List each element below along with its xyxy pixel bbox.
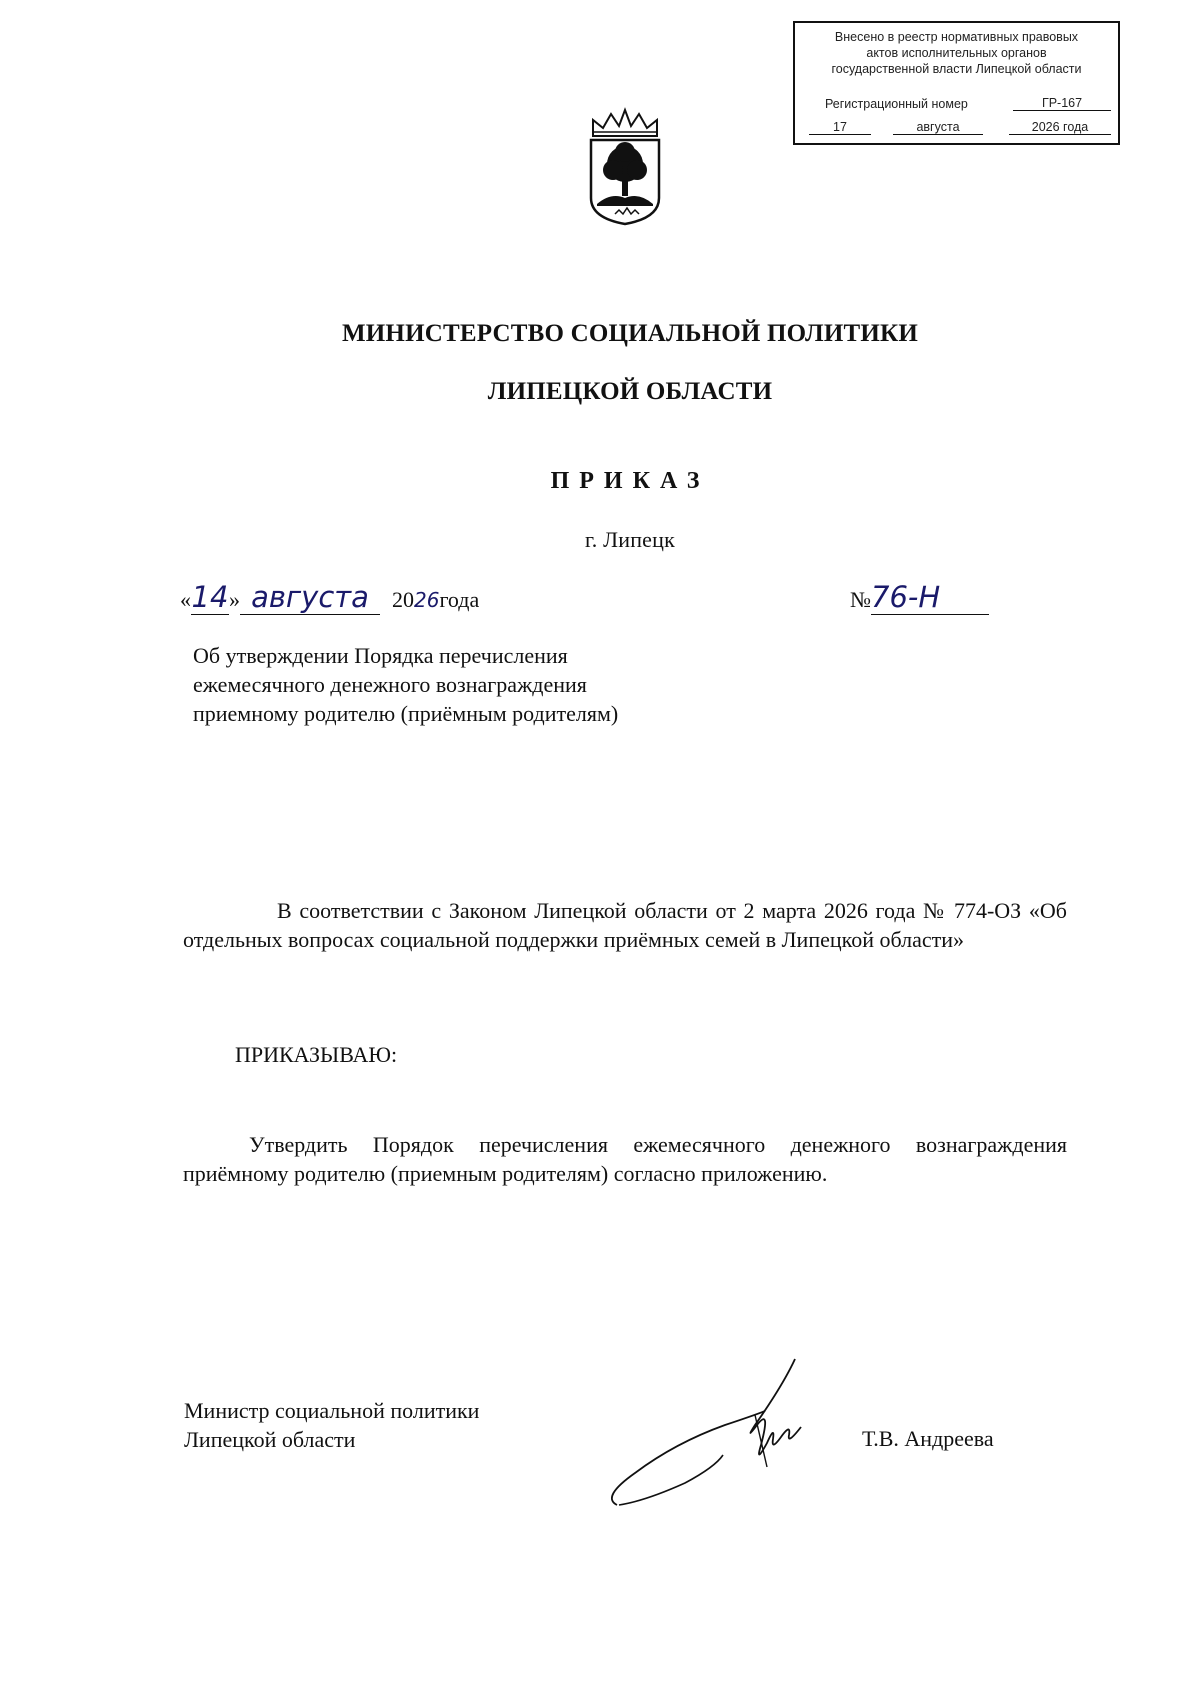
ministry-line-1: МИНИСТЕРСТВО СОЦИАЛЬНОЙ ПОЛИТИКИ xyxy=(341,320,919,347)
handwritten-signature xyxy=(605,1355,845,1515)
coat-of-arms-icon xyxy=(585,106,665,231)
registry-stamp xyxy=(793,21,1120,145)
stamp-day: 17 xyxy=(809,120,871,135)
date-year-suffix: 26 xyxy=(414,588,440,612)
command-word: ПРИКАЗЫВАЮ: xyxy=(235,1042,398,1067)
subject-line-1: Об утверждении Порядка перечисления xyxy=(193,643,568,668)
date-close-quote: » xyxy=(229,587,240,612)
number-sign: № xyxy=(850,587,871,612)
date-month: августа xyxy=(240,580,380,615)
date-year-prefix: 20 xyxy=(392,587,414,612)
position-line-1: Министр социальной политики xyxy=(184,1398,480,1423)
position-line-2: Липецкой области xyxy=(184,1427,356,1452)
ministry-line-2: ЛИПЕЦКОЙ ОБЛАСТИ xyxy=(487,378,773,405)
stamp-line-3: государственной власти Липецкой области xyxy=(831,62,1082,76)
subject-line-2: ежемесячного денежного вознаграждения xyxy=(193,672,587,697)
city: г. Липецк xyxy=(584,527,676,552)
order-subject xyxy=(193,641,618,728)
stamp-reg-number: ГР-167 xyxy=(1013,96,1111,111)
signatory-name: Т.В. Андреева xyxy=(862,1426,994,1451)
signatory-position xyxy=(184,1396,479,1454)
date-day: 14 xyxy=(191,580,229,614)
date-year-word: года xyxy=(439,587,480,612)
order-date xyxy=(180,580,479,615)
order-number xyxy=(850,580,989,615)
stamp-year: 2026 года xyxy=(1009,120,1111,135)
order-title: ПРИКАЗ xyxy=(550,468,710,494)
preamble: В соответствии с Законом Липецкой области от 2 марта 2026 года № 774-ОЗ «Об отдельных вопросах социальной поддержки приёмных семей в Липецкой области» xyxy=(183,898,1067,952)
subject-line-3: приемному родителю (приёмным родителям) xyxy=(193,701,619,726)
number-value: 76-Н xyxy=(871,580,989,615)
stamp-line-1: Внесено в реестр нормативных правовых xyxy=(834,30,1079,44)
stamp-line-2: актов исполнительных органов xyxy=(866,46,1047,60)
stamp-reg-row xyxy=(795,93,1118,111)
date-open-quote: « xyxy=(180,587,191,612)
stamp-date-row xyxy=(795,117,1118,135)
decision: Утвердить Порядок перечисления ежемесячного денежного вознаграждения приёмному родителю (приемным родителям) согласно приложению. xyxy=(183,1132,1067,1186)
stamp-reg-label: Регистрационный номер xyxy=(825,97,968,111)
stamp-month: августа xyxy=(893,120,983,135)
